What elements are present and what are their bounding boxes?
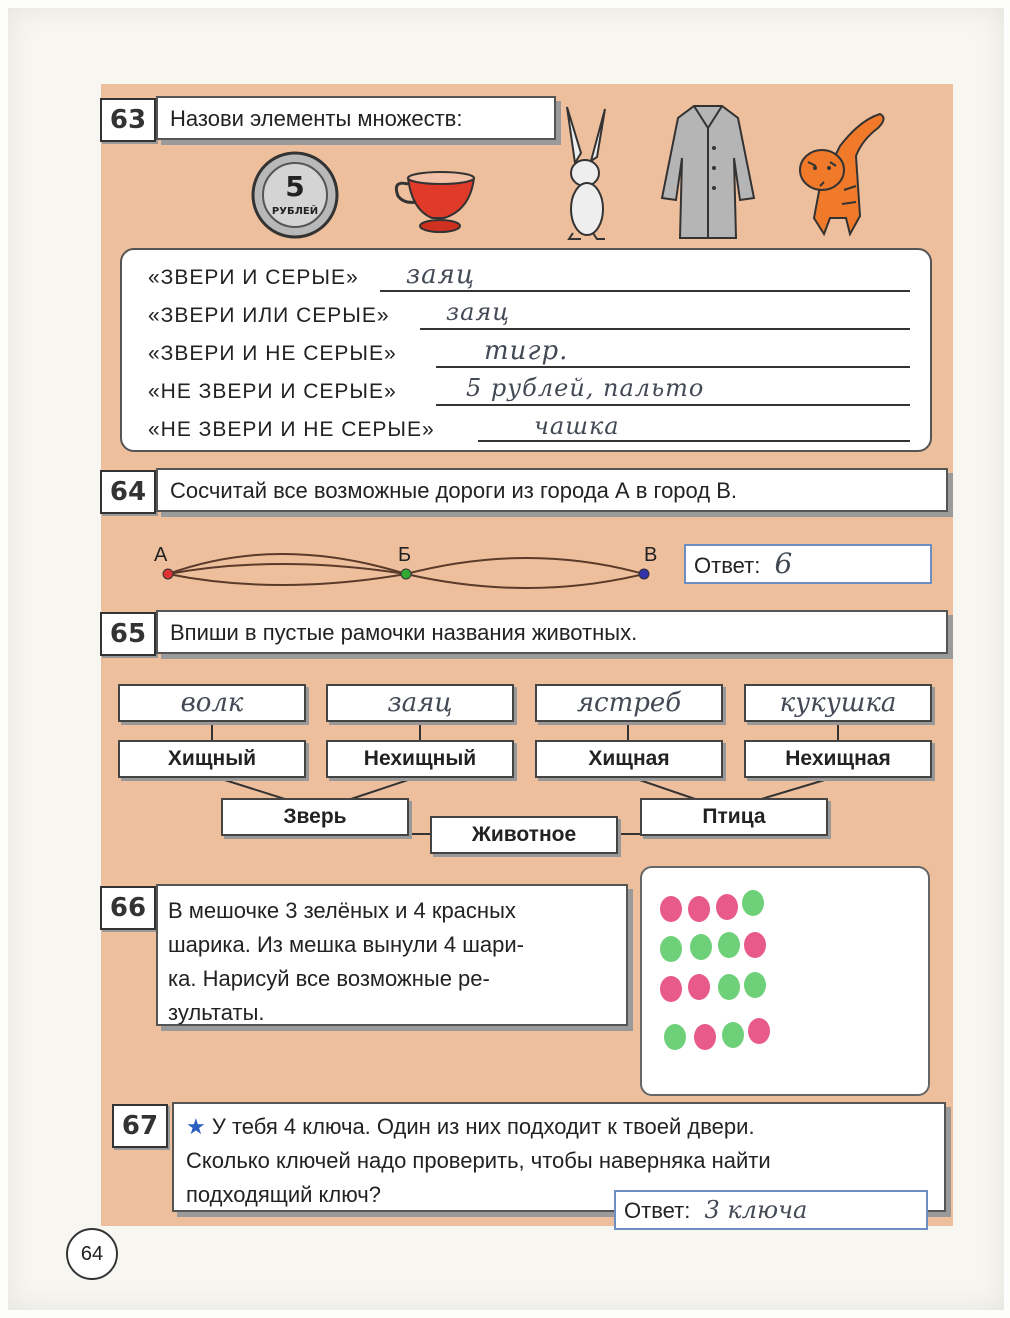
task67-answer-box[interactable] [614, 1190, 928, 1230]
task67-line-3: подходящий ключ? [186, 1182, 381, 1207]
coin-text: РУБЛЕЙ [271, 206, 319, 217]
red-ball [688, 896, 710, 922]
task64-prompt: Сосчитай все возможные дороги из города А в город В. [156, 468, 948, 512]
red-ball [660, 976, 682, 1002]
animal-box-1[interactable]: волк [118, 684, 306, 722]
point-a-label: А [154, 544, 168, 566]
group-bird: Птица [640, 798, 828, 836]
task66-prompt [156, 884, 628, 1026]
set-answer-5[interactable]: чашка [534, 412, 620, 440]
set-answer-2[interactable]: заяц [446, 298, 511, 326]
set-answer-4[interactable]: 5 рублей, пальто [466, 374, 705, 402]
red-ball [660, 896, 682, 922]
set-answer-1[interactable]: заяц [406, 260, 476, 290]
task65-prompt: Впиши в пустые рамочки названия животных. [156, 610, 948, 654]
task63-prompt: Назови элементы множеств: [156, 96, 556, 140]
task-number-66: 66 [100, 886, 156, 930]
animal-box-2[interactable]: заяц [326, 684, 514, 722]
task66-line-1: В мешочке 3 зелёных и 4 красных [168, 898, 516, 923]
green-ball [718, 974, 740, 1000]
set-label-5: «НЕ ЗВЕРИ И НЕ СЕРЫЕ» [148, 418, 435, 441]
red-ball [716, 894, 738, 920]
task-number-63: 63 [100, 98, 156, 142]
task-number-65: 65 [100, 612, 156, 656]
green-ball [722, 1022, 744, 1048]
trait-predatory-m: Хищный [118, 740, 306, 778]
set-label-1: «ЗВЕРИ И СЕРЫЕ» [148, 266, 359, 289]
group-animal: Животное [430, 816, 618, 854]
animal-box-4[interactable]: кукушка [744, 684, 932, 722]
task66-line-4: зультаты. [168, 1000, 265, 1025]
star-icon: ★ [186, 1114, 206, 1139]
red-ball [688, 974, 710, 1000]
task67-answer[interactable]: 3 ключа [704, 1196, 808, 1224]
green-ball [744, 972, 766, 998]
red-ball [694, 1024, 716, 1050]
trait-predatory-f: Хищная [535, 740, 723, 778]
task64-answer[interactable]: 6 [774, 547, 793, 580]
point-v-label: В [644, 544, 658, 566]
trait-nonpredatory-m: Нехищный [326, 740, 514, 778]
green-ball [742, 890, 764, 916]
red-ball [748, 1018, 770, 1044]
trait-nonpredatory-f: Нехищная [744, 740, 932, 778]
task-number-64: 64 [100, 470, 156, 514]
animal-box-3[interactable]: ястреб [535, 684, 723, 722]
set-answer-3[interactable]: тигр. [484, 336, 569, 366]
coin-value: 5 [285, 170, 305, 203]
workbook-page [8, 8, 1004, 1310]
point-b-label: Б [398, 544, 412, 566]
page-number: 64 [66, 1228, 118, 1280]
green-ball [660, 936, 682, 962]
set-label-4: «НЕ ЗВЕРИ И СЕРЫЕ» [148, 380, 397, 403]
task67-line-2: Сколько ключей надо проверить, чтобы наверняка найти [186, 1148, 771, 1173]
task67-line-1: У тебя 4 ключа. Один из них подходит к твоей двери. [211, 1114, 755, 1139]
answer-label: Ответ: [694, 553, 761, 578]
drawing-area[interactable] [640, 866, 930, 1096]
green-ball [690, 934, 712, 960]
group-beast: Зверь [221, 798, 409, 836]
green-ball [664, 1024, 686, 1050]
set-label-3: «ЗВЕРИ И НЕ СЕРЫЕ» [148, 342, 397, 365]
green-ball [718, 932, 740, 958]
task66-line-3: ка. Нарисуй все возможные ре- [168, 966, 490, 991]
answer-label: Ответ: [624, 1198, 691, 1223]
task66-line-2: шарика. Из мешка вынули 4 шари- [168, 932, 524, 957]
set-label-2: «ЗВЕРИ ИЛИ СЕРЫЕ» [148, 304, 390, 327]
task-number-67: 67 [112, 1104, 168, 1148]
red-ball [744, 932, 766, 958]
